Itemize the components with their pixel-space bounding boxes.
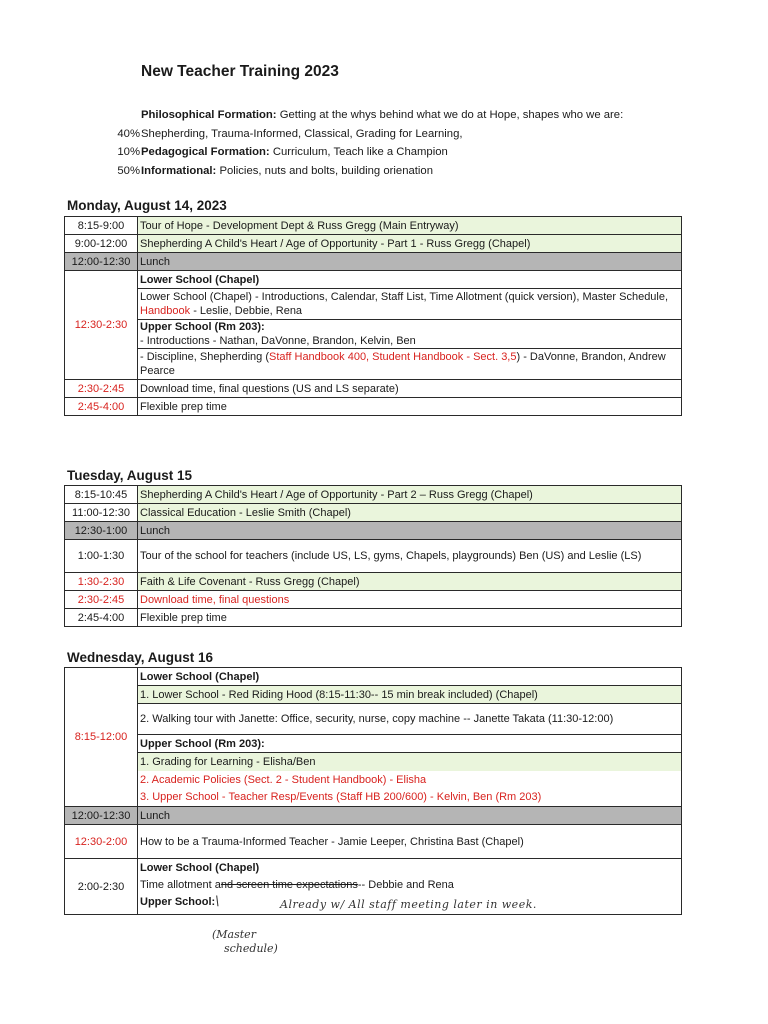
time-cell: 12:00-12:30 [65,253,138,271]
desc-cell: Faith & Life Covenant - Russ Gregg (Chapel) [138,573,682,591]
table-row [65,789,682,807]
desc-cell: 2. Academic Policies (Sect. 2 - Student Handbook) - Elisha [138,771,682,789]
section-heading: Upper School (Rm 203): [138,735,682,753]
desc-cell: Flexible prep time [138,609,682,627]
desc-text [140,875,679,892]
desc-cell: 2. Walking tour with Janette: Office, security, nurse, copy machine -- Janette Takata (11:30-12:00) [138,704,682,735]
intro-philosophical-text: Getting at the whys behind what we do at Hope, shapes who we are: [276,109,624,121]
desc-cell: Tour of the school for teachers (include US, LS, gyms, Chapels, playgrounds) Ben (US) and Leslie (LS) [138,540,682,573]
desc-cell: Shepherding A Child's Heart / Age of Opportunity - Part 2 – Russ Gregg (Chapel) [138,486,682,504]
table-row [65,825,682,859]
table-row [65,289,682,320]
table-row [65,609,682,627]
table-row [65,380,682,398]
intro-pct-50: 50% [117,164,140,177]
tuesday-table [64,485,682,627]
desc-cell [138,349,682,380]
intro-philosophical-label: Philosophical Formation: [141,109,277,121]
table-row [65,704,682,735]
table-row [65,591,682,609]
section-heading: Lower School (Chapel) [138,668,682,686]
intro-pct-10: 10% [117,146,140,158]
intro-shepherding-text: Shepherding, Trauma-Informed, Classical, Grading for Learning, [141,127,463,140]
time-cell: 9:00-12:00 [65,235,138,253]
time-cell: 8:15-9:00 [65,217,138,235]
desc-cell: 1. Lower School - Red Riding Hood (8:15-11:30-- 15 min break included) (Chapel) [138,686,682,704]
time-cell: 12:30-2:00 [65,825,138,859]
handwritten-note: (Master [212,928,256,941]
time-cell: 2:45-4:00 [65,398,138,416]
desc-text: - Introductions - Nathan, DaVonne, Brandon, Kelvin, Ben [140,335,416,347]
intro-informational [108,162,623,181]
time-cell: 12:30-1:00 [65,522,138,540]
desc-text: - Leslie, Debbie, Rena [190,305,303,317]
time-cell: 2:00-2:30 [65,859,138,915]
table-row [65,573,682,591]
time-cell: 12:30-2:30 [65,271,138,380]
intro-informational-text: Policies, nuts and bolts, building orienation [216,164,433,177]
intro-pct-40: 40% [117,127,140,140]
desc-text-part: Time allotment a [140,879,221,891]
intro-block [108,106,623,180]
desc-cell [138,289,682,320]
handbook-link-text: Handbook [140,305,191,317]
table-row-lunch [65,522,682,540]
intro-pedagogical-text: Curriculum, Teach like a Champion [269,146,448,158]
desc-text-part: -- Debbie and Rena [357,879,454,891]
table-row [65,504,682,522]
table-row [65,217,682,235]
page-title: New Teacher Training 2023 [141,63,339,80]
desc-cell: How to be a Trauma-Informed Teacher - Jamie Leeper, Christina Bast (Chapel) [138,825,682,859]
desc-cell: Download time, final questions [138,591,682,609]
intro-shepherding [108,125,623,144]
table-row [65,235,682,253]
section-heading: Upper School: [140,896,216,908]
table-row [65,753,682,771]
desc-cell: Classical Education - Leslie Smith (Chapel) [138,504,682,522]
section-heading: Lower School (Chapel) [138,271,682,289]
handwritten-mark: \ [215,894,220,909]
time-cell: 1:00-1:30 [65,540,138,573]
time-cell: 2:30-2:45 [65,591,138,609]
table-row-lunch [65,253,682,271]
tuesday-heading: Tuesday, August 15 [67,468,193,483]
table-row [65,486,682,504]
table-row [65,320,682,349]
monday-table [64,216,682,416]
time-cell: 11:00-12:30 [65,504,138,522]
intro-informational-label: Informational: [141,164,217,177]
desc-cell: Lunch [138,807,682,825]
handwritten-note: schedule) [224,942,278,955]
table-row-lunch [65,807,682,825]
table-row [65,735,682,753]
time-cell: 2:30-2:45 [65,380,138,398]
time-cell: 1:30-2:30 [65,573,138,591]
section-heading: Upper School (Rm 203): [140,321,265,333]
desc-text: ) - DaVonne, Brandon, Andrew Pearce [140,351,666,377]
table-row [65,668,682,686]
table-row [65,398,682,416]
desc-text: Lower School (Chapel) - Introductions, Calendar, Staff List, Time Allotment (quick version), Master Schedule, [140,291,669,303]
time-cell: 12:00-12:30 [65,807,138,825]
desc-cell: Flexible prep time [138,398,682,416]
time-cell: 2:45-4:00 [65,609,138,627]
desc-cell: Lunch [138,522,682,540]
handbook-ref-text: Staff Handbook 400, Student Handbook - Sect. 3,5 [269,351,517,363]
struck-text: nd screen time expectations [220,879,358,891]
desc-text: - Discipline, Shepherding ( [140,351,270,363]
intro-philosophical [108,106,623,125]
table-row [65,349,682,380]
desc-cell: 1. Grading for Learning - Elisha/Ben [138,753,682,771]
table-row [65,271,682,289]
wednesday-table [64,667,682,915]
table-row [65,540,682,573]
desc-cell [138,320,682,349]
desc-cell: Download time, final questions (US and LS separate) [138,380,682,398]
intro-pedagogical-label: Pedagogical Formation: [141,146,270,158]
table-row [65,686,682,704]
section-heading: Lower School (Chapel) [140,862,260,874]
time-cell: 8:15-10:45 [65,486,138,504]
handwritten-note: Already w/ All staff meeting later in week. [280,898,537,911]
desc-cell: 3. Upper School - Teacher Resp/Events (Staff HB 200/600) - Kelvin, Ben (Rm 203) [138,789,682,807]
desc-cell: Tour of Hope - Development Dept & Russ Gregg (Main Entryway) [138,217,682,235]
table-row [65,771,682,789]
monday-heading: Monday, August 14, 2023 [67,198,227,213]
time-cell: 8:15-12:00 [65,668,138,807]
desc-cell: Shepherding A Child's Heart / Age of Opportunity - Part 1 - Russ Gregg (Chapel) [138,235,682,253]
desc-cell: Lunch [138,253,682,271]
wednesday-heading: Wednesday, August 16 [67,650,214,665]
intro-pedagogical [108,143,623,162]
